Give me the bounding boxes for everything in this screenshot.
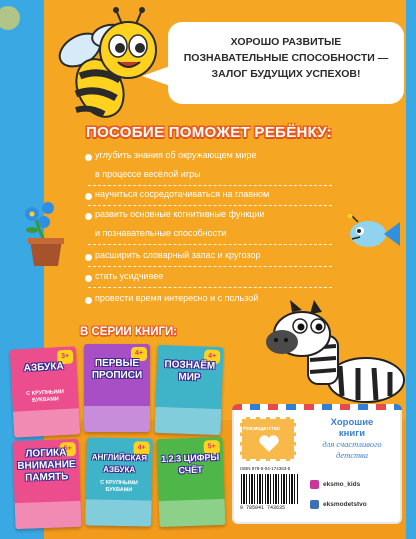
book-title — [161, 451, 220, 477]
book-title-line: АЗБУКА — [103, 464, 136, 475]
speech-bubble-tail — [142, 66, 170, 86]
tagline-line: книги — [338, 427, 366, 439]
book-cover — [85, 437, 153, 526]
benefit-line: углубить знания об окружающем мире — [95, 150, 257, 160]
social-link[interactable] — [310, 480, 400, 489]
book-title-line: ПАМЯТЬ — [24, 471, 69, 484]
benefit-line: расширить словарный запас и кругозор — [95, 250, 261, 260]
social-handle: eksmodetstvo — [323, 501, 367, 508]
benefit-line: провести время интересно и с пользой — [95, 293, 259, 303]
book-cover — [10, 346, 81, 437]
book-title — [160, 359, 219, 385]
cover-art — [15, 501, 82, 529]
divider — [88, 185, 332, 186]
age-badge: 4+ — [133, 441, 149, 455]
book-cover — [156, 437, 225, 527]
cover-art — [85, 499, 151, 526]
card-tagline — [306, 418, 398, 460]
age-badge: 5+ — [60, 442, 76, 457]
bullet-dot — [85, 254, 92, 261]
book-title-line: ЛОГИКА — [25, 447, 67, 460]
book-title-line: ВНИМАНИЕ — [17, 458, 76, 473]
bullet-dot — [85, 154, 92, 161]
bubble-line: ЗАЛОГ БУДУЩИХ УСПЕХОВ! — [211, 68, 361, 80]
book-title-line: 1.2.3 ЦИФРЫ — [161, 452, 220, 465]
bubble-text — [176, 34, 396, 82]
book-title-line: МИР — [178, 371, 201, 384]
book-cover — [154, 345, 223, 435]
envelope-stripe — [232, 404, 402, 410]
bubble-line: ХОРОШО РАЗВИТЫЕ — [230, 36, 342, 48]
cover-art — [154, 407, 221, 435]
bullet-dot — [85, 297, 92, 304]
instagram-icon — [310, 480, 319, 489]
book-title — [90, 451, 148, 476]
book-cover — [12, 439, 81, 529]
tagline-line: для счастливого — [322, 439, 382, 449]
barcode — [241, 474, 299, 504]
cover-art — [159, 499, 226, 527]
benefit-line: развить основные когнитивные функции — [95, 209, 265, 219]
benefit-line: стать усидчивее — [95, 271, 164, 281]
age-badge: 4+ — [204, 350, 220, 365]
benefit-line: в процессе весёлой игры — [95, 169, 201, 179]
isbn-text: ISBN 978-5-04-174363-5 — [240, 466, 291, 471]
vk-icon — [310, 500, 319, 509]
divider — [88, 244, 332, 245]
age-badge: 3+ — [57, 349, 74, 364]
tagline-line: Хорошие — [330, 417, 374, 428]
book-title-line: ПЕРВЫЕ — [94, 358, 140, 369]
benefit-line: и познавательные способности — [95, 228, 227, 238]
flower-pot-illustration — [18, 200, 74, 270]
benefits-heading: ПОСОБИЕ ПОМОЖЕТ РЕБЁНКУ: — [86, 124, 332, 141]
book-title-line: АЗБУКА — [23, 360, 64, 375]
series-label: В СЕРИИ КНИГИ: — [80, 326, 178, 338]
divider — [88, 205, 332, 206]
book-title-line: ПРОПИСИ — [91, 370, 143, 381]
book-subtitle: С КРУПНЫМИ БУКВАМИ — [26, 389, 65, 404]
barcode-number: 9 785041 743635 — [240, 505, 286, 511]
bullet-dot — [85, 275, 92, 282]
age-badge: 4+ — [131, 347, 147, 361]
cover-art — [84, 406, 150, 432]
book-subtitle: С КРУПНЫМИ БУКВАМИ — [100, 479, 138, 493]
bubble-line: ПОЗНАВАТЕЛЬНЫЕ СПОСОБНОСТИ — — [183, 52, 389, 64]
book-cover — [84, 344, 150, 432]
zebra-illustration — [262, 296, 410, 408]
cover-art — [13, 408, 80, 437]
book-title — [14, 361, 73, 376]
heart-icon — [258, 434, 280, 454]
bullet-dot — [85, 213, 92, 220]
age-badge: 5+ — [204, 440, 220, 455]
benefit-line: научиться сосредотачиваться на главном — [95, 189, 270, 199]
divider — [88, 266, 332, 267]
social-handle: eksmo_kids — [323, 481, 361, 488]
fish-illustration — [344, 214, 402, 254]
bullet-dot — [85, 193, 92, 200]
book-title — [88, 358, 146, 382]
social-link[interactable] — [310, 500, 400, 509]
divider — [88, 287, 332, 288]
book-title — [17, 447, 76, 485]
tagline-line: детства — [336, 449, 368, 460]
book-title-line: АНГЛИЙСКАЯ — [91, 452, 148, 463]
book-title-line: ПОЗНАЁМ — [164, 359, 216, 372]
stamp-hashtag: #эксмодетство — [243, 426, 280, 432]
book-title-line: СЧЁТ — [178, 464, 203, 476]
